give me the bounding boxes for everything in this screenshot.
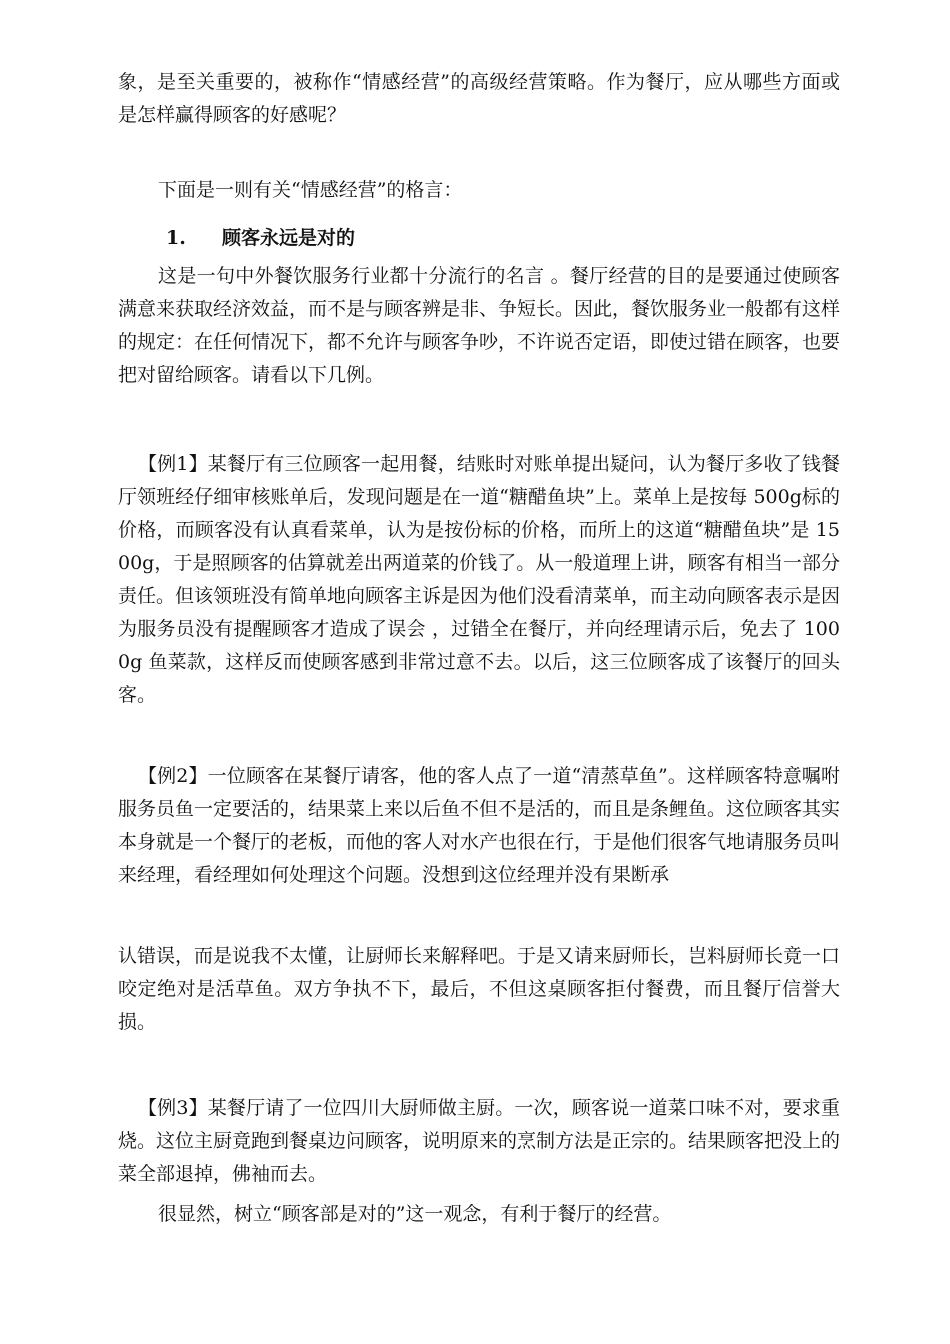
conclusion-paragraph: 很显然，树立“顾客部是对的”这一观念，有利于餐厅的经营。 [158, 1203, 672, 1225]
section-1-heading [166, 222, 355, 255]
section-1-title: 顾客永远是对的 [222, 227, 356, 249]
example-1-paragraph: 【例1】某餐厅有三位顾客一起用餐，结账时对账单提出疑问，认为餐厅多收了钱餐厅领班经仔细审核账单后，发现问题是在一道“糖醋鱼块”上。菜单上是按每 500g标的价格，而顾客没有认真看菜单，认为是按份标的价格，而所上的这道“糖醋鱼块”是 1500g，于是照顾客的估算就差出两道菜的价钱了。从一般道理上讲，顾客有相当一部分责任。但该领班没有简单地向顾客主诉是因为他们没看清菜单，而主动向顾客表示是因为服务员没有提醒顾客才造成了误会 ，过错全在餐厅，并向经理请示后，免去了 1000g 鱼菜款，这样反而使顾客感到非常过意不去。以后，这三位顾客成了该餐厅的回头客。 [118, 453, 841, 706]
intro-paragraph: 象，是至关重要的，被称作“情感经营”的高级经营策略。作为餐厅，应从哪些方面或是怎样赢得顾客的好感呢？ [118, 71, 840, 126]
example-2-paragraph: 【例2】一位顾客在某餐厅请客，他的客人点了一道“清蒸草鱼”。这样顾客特意嘱咐服务员鱼一定要活的，结果菜上来以后鱼不但不是活的，而且是条鲤鱼。这位顾客其实本身就是一个餐厅的老板，而他的客人对水产也很在行，于是他们很客气地请服务员叫来经理，看经理如何处理这个问题。没想到这位经理并没有果断承 [118, 765, 841, 886]
section-1-body-paragraph: 这是一句中外餐饮服务行业都十分流行的名言 。餐厅经营的目的是要通过使顾客满意来获取经济效益，而不是与顾客辨是非、争短长。因此，餐饮服务业一般都有这样的规定：在任何情况下，都不允许与顾客争吵，不许说否定语，即使过错在顾客，也要把对留给顾客。请看以下几例。 [118, 265, 841, 386]
example-3-paragraph: 【例3】某餐厅请了一位四川大厨师做主厨。一次，顾客说一道菜口味不对，要求重烧。这位主厨竟跑到餐桌边问顾客，说明原来的烹制方法是正宗的。结果顾客把没上的菜全部退掉，佛袖而去。 [118, 1097, 841, 1185]
maxim-lead-paragraph: 下面是一则有关“情感经营”的格言： [158, 179, 463, 201]
section-1-number: 1. [166, 227, 186, 249]
example-2-continued-paragraph: 认错误，而是说我不太懂，让厨师长来解释吧。于是又请来厨师长，岂料厨师长竟一口咬定绝对是活草鱼。双方争执不下，最后，不但这桌顾客拒付餐费，而且餐厅信誉大损。 [118, 945, 841, 1033]
